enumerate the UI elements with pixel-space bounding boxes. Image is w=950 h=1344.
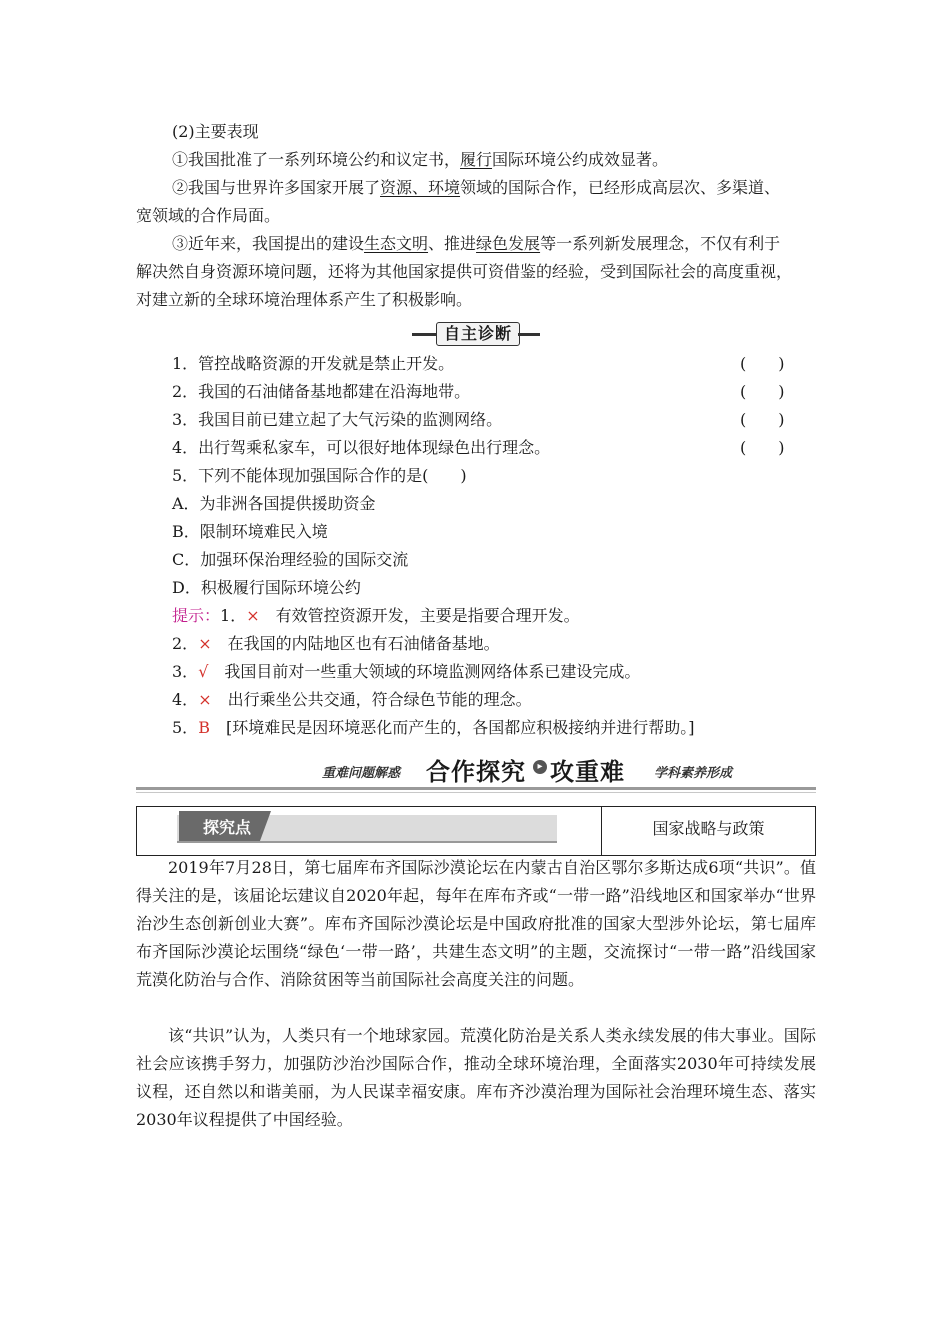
section-rule-thin — [136, 792, 816, 793]
hint-2 — [172, 630, 852, 658]
hint-4 — [172, 686, 852, 714]
hint-4-number: 4． — [172, 690, 199, 709]
question-2: 2．我国的石油储备基地都建在沿海地带。 — [172, 382, 471, 401]
body-paragraph-1: 2019年7月28日，第七届库布齐国际沙漠论坛在内蒙古自治区鄂尔多斯达成6项“共识”。值得关注的是，该届论坛建议自2020年起，每年在库布齐或“一带一路”沿线地区和国家举办“世界治沙生态创新创业大赛”。库布齐国际沙漠论坛是中国政府批准的国家大型涉外论坛，第七届库布齐国际沙漠论坛围绕“绿色‘一带一路’，共建生态文明”的主题，交流探讨“一带一路”沿线国家荒漠化防治与合作、消除贫困等当前国际社会高度关注的问题。 — [136, 858, 816, 989]
explore-topic: 国家战略与政策 — [652, 819, 765, 838]
item-1-text: ①我国批准了一系列环境公约和议定书， — [172, 150, 461, 169]
item-1-text-end: 国际环境公约成效显著。 — [492, 150, 669, 169]
hint-5 — [172, 714, 852, 742]
option-c: C．加强环保治理经验的国际交流 — [172, 550, 409, 569]
item-3-underline-1: 生态文明 — [364, 234, 429, 253]
question-5: 5．下列不能体现加强国际合作的是( ) — [172, 466, 467, 485]
item-3-text: ③近年来，我国提出的建设 — [172, 234, 365, 253]
item-1 — [172, 146, 852, 174]
option-a: A．为非洲各国提供援助资金 — [172, 494, 376, 513]
question-1: 1．管控战略资源的开发就是禁止开发。 — [172, 354, 455, 373]
item-3-underline-2: 绿色发展 — [476, 234, 541, 253]
diagnosis-banner-label: 自主诊断 — [436, 322, 520, 346]
hint-1-text: 有效管控资源开发，主要是指要合理开发。 — [275, 606, 580, 625]
hint-5-number: 5． — [172, 718, 199, 737]
banner-title-b: 攻重难 — [550, 758, 625, 786]
arrow-circle-icon: ▸ — [533, 760, 547, 774]
item-3-text-mid: 、推进 — [428, 234, 477, 253]
answer-blank-3: ( ) — [740, 410, 785, 429]
hint-2-number: 2． — [172, 634, 199, 653]
explore-tag-label: 探究点 — [203, 818, 252, 837]
hint-4-text: 出行乘坐公共交通，符合绿色节能的理念。 — [227, 690, 532, 709]
check-mark-icon: √ — [198, 662, 209, 681]
item-1-underline: 履行 — [460, 150, 493, 169]
banner-rule-left — [412, 333, 436, 336]
answer-blank-2: ( ) — [740, 382, 785, 401]
answer-blank-4: ( ) — [740, 438, 785, 457]
item-2-text: ②我国与世界许多国家开展了 — [172, 178, 381, 197]
banner-left-text: 重难问题解惑 — [322, 766, 401, 781]
option-d: D．积极履行国际环境公约 — [172, 578, 361, 597]
cross-mark-icon: × — [198, 690, 212, 709]
hint-1-number: 1． — [220, 606, 247, 625]
item-3 — [172, 230, 852, 258]
answer-letter: B — [198, 718, 210, 737]
item-3-text-end: 等一系列新发展理念，不仅有利于 — [540, 234, 781, 253]
diagnosis-banner — [412, 320, 540, 348]
item-3-line-3: 对建立新的全球环境治理体系产生了积极影响。 — [136, 290, 473, 309]
banner-title-a: 合作探究 — [426, 758, 526, 786]
answer-blank-1: ( ) — [740, 354, 785, 373]
hint-3-number: 3． — [172, 662, 199, 681]
option-b: B．限制环境难民入境 — [172, 522, 328, 541]
item-2-text-end: 领域的国际合作，已经形成高层次、多渠道、 — [460, 178, 781, 197]
item-2-underline: 资源、环境 — [380, 178, 461, 197]
body-paragraph-2: 该“共识”认为，人类只有一个地球家园。荒漠化防治是关系人类永续发展的伟大事业。国际社会应该携手努力，加强防沙治沙国际合作，推动全球环境治理，全面落实2030年可持续发展议程，还自然以和谐美丽，为人民谋幸福安康。库布齐沙漠治理为国际社会治理环境生态、落实2030年议程提供了中国经验。 — [136, 1026, 816, 1129]
explore-point-table — [136, 806, 816, 856]
cross-mark-icon: × — [198, 634, 212, 653]
section-banner — [136, 752, 816, 788]
banner-right-text: 学科素养形成 — [654, 766, 733, 781]
hint-2-text: 在我国的内陆地区也有石油储备基地。 — [227, 634, 500, 653]
hint-3 — [172, 658, 852, 686]
hint-1 — [172, 602, 852, 630]
section-rule — [136, 787, 816, 790]
question-4: 4．出行驾乘私家车，可以很好地体现绿色出行理念。 — [172, 438, 551, 457]
section-heading: (2)主要表现 — [172, 122, 259, 141]
cross-mark-icon: × — [246, 606, 260, 625]
banner-rule-right — [518, 333, 540, 336]
item-2 — [172, 174, 852, 202]
item-3-line-2: 解决然自身资源环境问题，还将为其他国家提供可资借鉴的经验，受到国际社会的高度重视， — [136, 262, 793, 281]
question-3: 3．我国目前已建立起了大气污染的监测网络。 — [172, 410, 503, 429]
hint-3-text: 我国目前对一些重大领域的环境监测网络体系已建设完成。 — [224, 662, 641, 681]
hint-label: 提示： — [172, 606, 221, 625]
item-2-continued: 宽领域的合作局面。 — [136, 206, 281, 225]
hint-5-text: [环境难民是因环境恶化而产生的，各国都应积极接纳并进行帮助。] — [225, 718, 695, 737]
